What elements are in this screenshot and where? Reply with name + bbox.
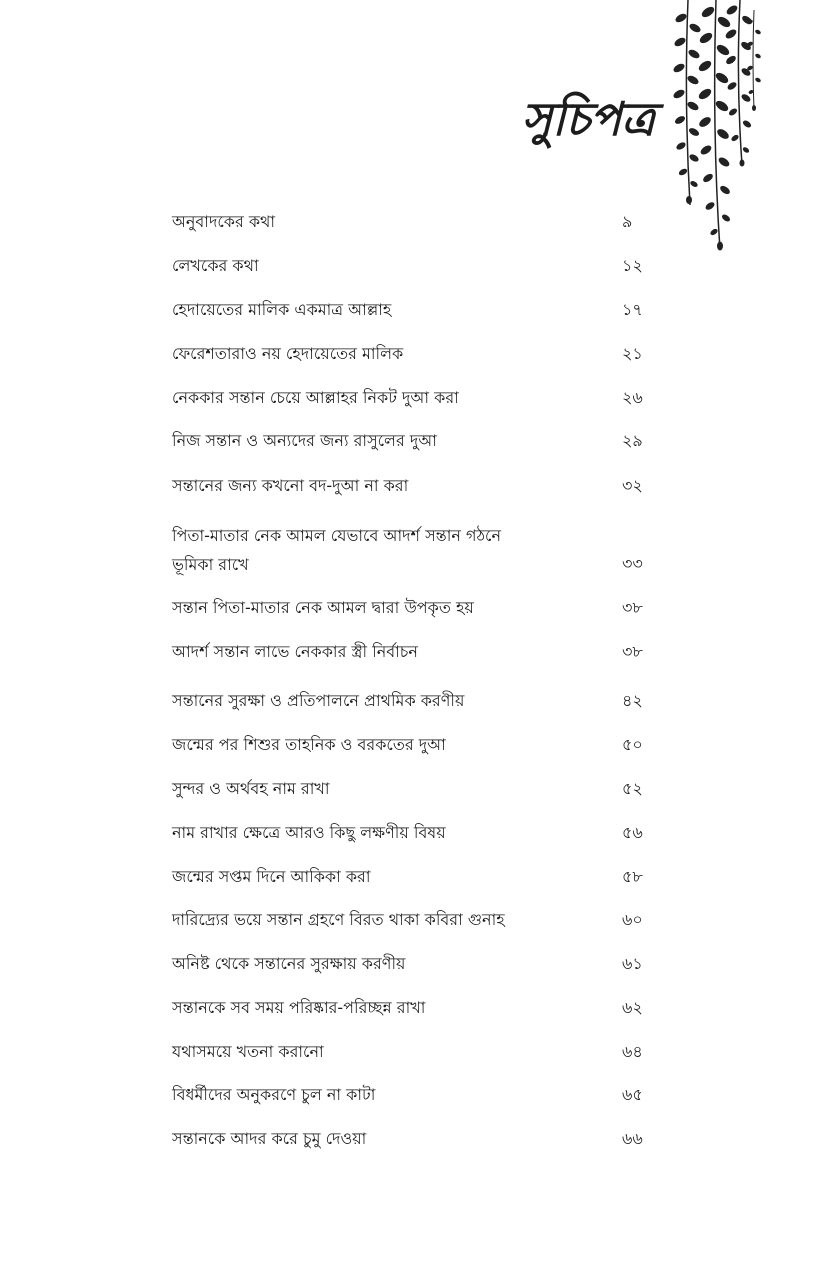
toc-entry[interactable] <box>172 521 647 581</box>
toc-entry-title: নাম রাখার ক্ষেত্রে আরও কিছু লক্ষণীয় বিষয় <box>172 823 446 842</box>
toc-entry-page: ৫৮ <box>622 867 643 886</box>
toc-entry-page: ৫২ <box>622 779 643 798</box>
toc-entry-page: ৬০ <box>622 910 643 929</box>
toc-entry-title: সুন্দর ও অর্থবহ নাম রাখা <box>172 779 330 798</box>
toc-entry-page: ৫৬ <box>622 823 643 842</box>
toc-entry-title: জন্মের সপ্তম দিনে আকিকা করা <box>172 867 371 886</box>
toc-entry-title: নিজ সন্তান ও অন্যদের জন্য রাসুলের দুআ <box>172 431 437 450</box>
toc-entry-title: সন্তানকে সব সময় পরিষ্কার-পরিচ্ছন্ন রাখা <box>172 998 426 1017</box>
toc-entry-page: ৪২ <box>622 691 643 710</box>
page-title: সুচিপত্র <box>521 92 655 146</box>
toc-entry-page: ৩২ <box>622 476 643 495</box>
toc-entry-title: সন্তানের সুরক্ষা ও প্রতিপালনে প্রাথমিক করণীয় <box>172 691 465 710</box>
toc-entry-title: নেককার সন্তান চেয়ে আল্লাহর নিকট দুআ করা <box>172 388 459 407</box>
toc-entry-page: ৬২ <box>622 998 643 1017</box>
toc-entry-page: ৯ <box>622 212 633 231</box>
toc-entry-title: হেদায়েতের মালিক একমাত্র আল্লাহ <box>172 300 392 319</box>
toc-entry-title: দারিদ্র্যের ভয়ে সন্তান গ্রহণে বিরত থাকা কবিরা গুনাহ <box>172 910 505 929</box>
toc-entry-page: ৩৮ <box>622 642 643 661</box>
toc-entry-title: বিধর্মীদের অনুকরণে চুল না কাটা <box>172 1085 376 1104</box>
toc-entry-title: যথাসময়ে খতনা করানো <box>172 1042 324 1061</box>
toc-entry-title: পিতা-মাতার নেক আমল যেভাবে আদর্শ সন্তান গঠনে ভূমিকা রাখে <box>172 526 501 574</box>
toc-entry-title: অনুবাদকের কথা <box>172 212 276 231</box>
toc-entry-page: ৬১ <box>622 954 643 973</box>
toc-entry-title: ফেরেশতারাও নয় হেদায়েতের মালিক <box>172 344 404 363</box>
toc-entry-page: ৩৩ <box>622 554 643 573</box>
toc-entry-page: ৫০ <box>622 735 643 754</box>
toc-entry-page: ২১ <box>622 344 643 363</box>
hanging-vine-leaves-icon <box>668 0 768 260</box>
toc-entry-page: ৬৪ <box>622 1042 643 1061</box>
toc-entry-title: আদর্শ সন্তান লাভে নেককার স্ত্রী নির্বাচন <box>172 642 418 661</box>
toc-entry-page: ১২ <box>622 256 643 275</box>
toc-entry-page: ২৬ <box>622 388 643 407</box>
toc-entry-page: ২৯ <box>622 431 643 450</box>
toc-entry-title: সন্তানকে আদর করে চুমু দেওয়া <box>172 1129 367 1148</box>
toc-entry-title: লেখকের কথা <box>172 256 259 275</box>
table-of-contents <box>172 0 652 1275</box>
toc-entry-title: সন্তান পিতা-মাতার নেক আমল দ্বারা উপকৃত হয় <box>172 598 474 617</box>
toc-entry-page: ৬৫ <box>622 1085 643 1104</box>
toc-entry-title: সন্তানের জন্য কখনো বদ-দুআ না করা <box>172 476 409 495</box>
toc-entry-title: অনিষ্ট থেকে সন্তানের সুরক্ষায় করণীয় <box>172 954 406 973</box>
toc-entry-title: জন্মের পর শিশুর তাহনিক ও বরকতের দুআ <box>172 735 446 754</box>
toc-entry-page: ৬৬ <box>622 1129 643 1148</box>
toc-entry-page: ৩৮ <box>622 598 643 617</box>
toc-entry-page: ১৭ <box>622 300 643 319</box>
